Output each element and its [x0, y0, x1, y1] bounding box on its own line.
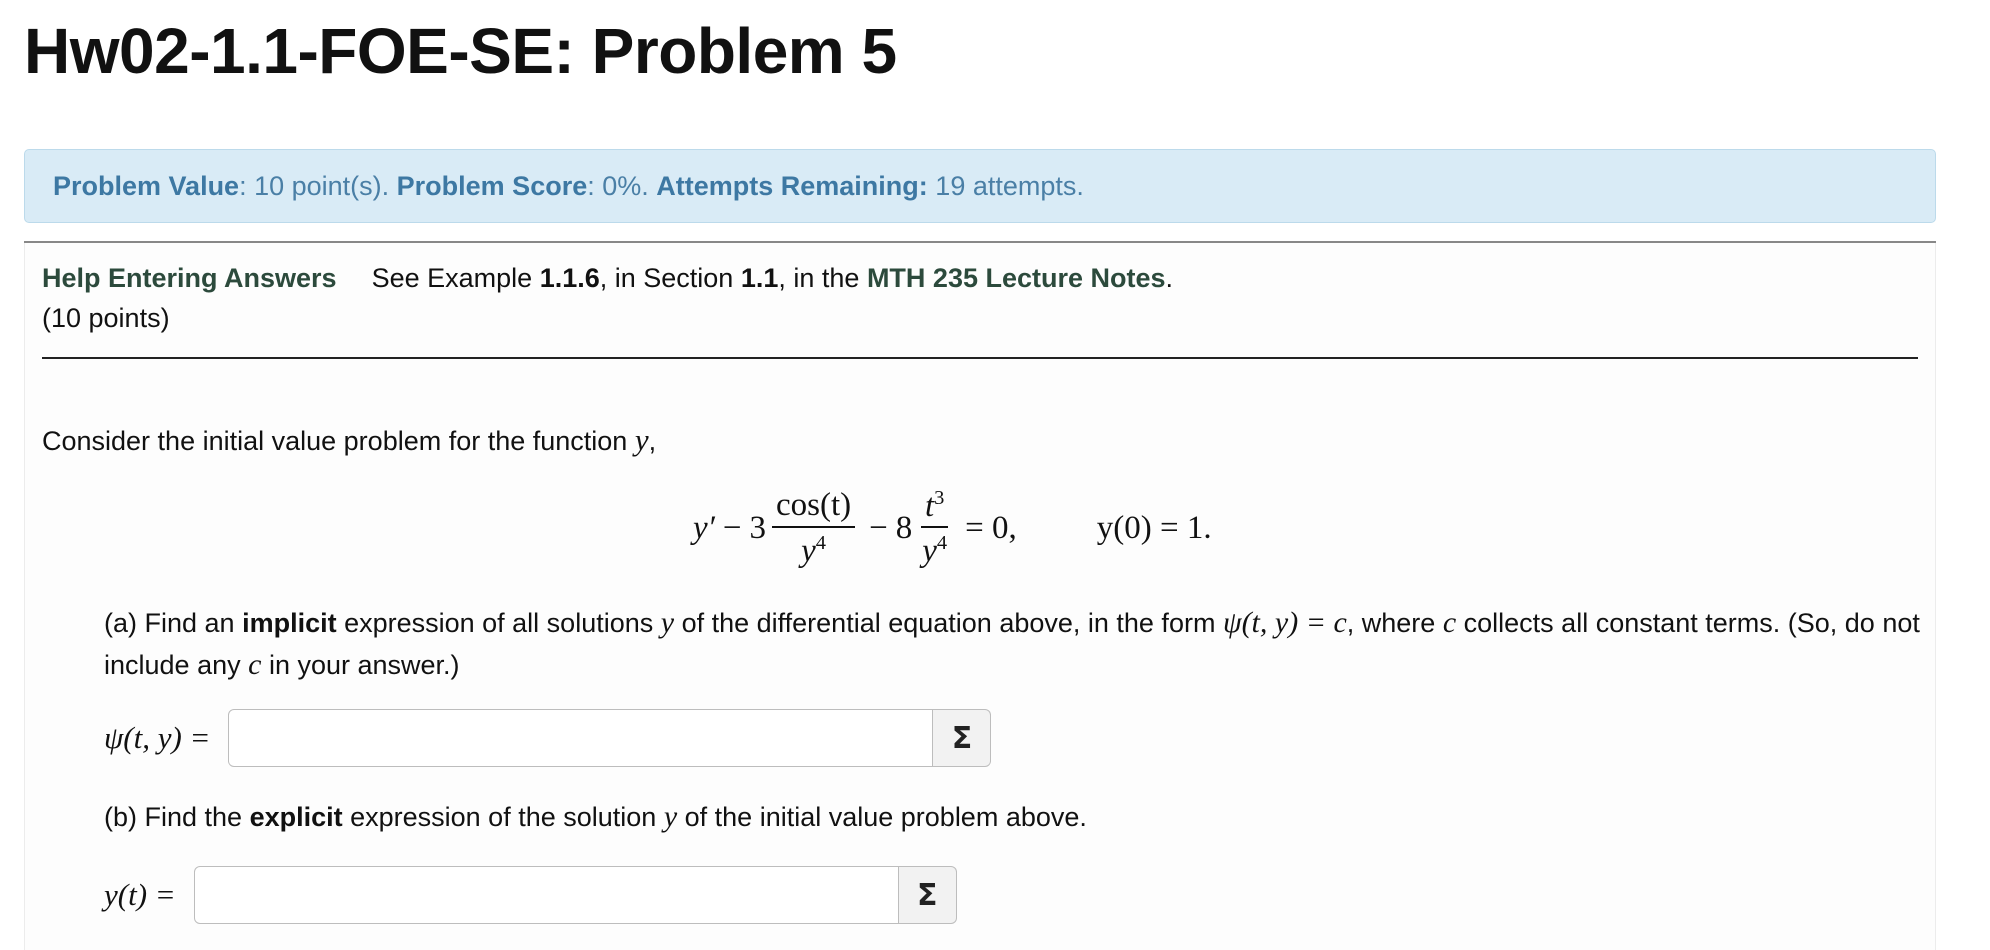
part-b-bold: explicit — [249, 802, 343, 832]
eq-frac2-num-exp: 3 — [934, 486, 945, 509]
answer-a-input[interactable] — [228, 709, 933, 767]
problem-intro — [42, 422, 656, 458]
sigma-icon[interactable]: Σ — [933, 709, 991, 767]
eq-fraction-2 — [918, 487, 951, 570]
part-a-suffix: in your answer.) — [261, 650, 460, 680]
answer-row-b — [104, 866, 957, 924]
in-the-text: , in the — [778, 263, 867, 293]
eq-frac1-den: y — [801, 532, 816, 569]
part-a-bold: implicit — [242, 608, 337, 638]
attempts-remaining-text: 19 attempts. — [927, 170, 1084, 201]
problem-score-text: : 0%. — [587, 170, 657, 201]
answer-b-label: y(t) = — [104, 877, 176, 912]
intro-text: Consider the initial value problem for the function — [42, 426, 635, 456]
part-a-middle1: expression of all solutions — [336, 608, 661, 638]
eq-frac1-num: cos(t) — [772, 487, 855, 527]
part-a-prefix: (a) Find an — [104, 608, 243, 638]
page-title: Hw02-1.1-FOE-SE: Problem 5 — [24, 15, 897, 87]
attempts-remaining-label: Attempts Remaining: — [656, 170, 928, 201]
part-a-middle2: of the differential equation above, in the form — [674, 608, 1223, 638]
answer-row-a — [104, 709, 991, 767]
eq-coef-1: 3 — [749, 509, 766, 546]
example-number: 1.1.6 — [539, 263, 600, 293]
intro-var: y — [634, 422, 649, 457]
part-b-prompt — [104, 800, 1087, 834]
part-a-middle4: collects all constant terms. (So, do not include any — [104, 608, 1920, 680]
problem-score-label: Problem Score — [396, 170, 588, 201]
period: . — [1165, 263, 1174, 293]
lecture-notes-link[interactable]: MTH 235 Lecture Notes — [866, 263, 1166, 293]
eq-coef-2: 8 — [895, 509, 913, 546]
part-b-middle: expression of the solution — [342, 802, 664, 832]
answer-b-input[interactable] — [194, 866, 899, 924]
part-a-form: ψ(t, y) = c — [1222, 606, 1347, 639]
eq-fraction-1 — [772, 487, 855, 569]
problem-status-box — [24, 149, 1936, 223]
points-text: (10 points) — [42, 303, 170, 333]
part-a-var-y: y — [660, 606, 675, 639]
eq-frac2-den-exp: 4 — [936, 532, 948, 554]
initial-condition: y(0) = 1. — [1096, 509, 1212, 546]
see-text: See Example — [371, 263, 540, 293]
eq-frac1-den-exp: 4 — [815, 531, 826, 554]
differential-equation: y′ − 3 $\frac{\cos(t)}{y^4}$ − 8 $\frac{t^3}{y^4}$ = 0, y(0) = 1. — [693, 486, 1212, 569]
section-number: 1.1 — [740, 263, 779, 293]
in-section-text: , in Section — [599, 263, 741, 293]
eq-frac2-den: y — [922, 533, 937, 569]
problem-panel — [24, 243, 1936, 950]
part-b-prefix: (b) Find the — [104, 802, 250, 832]
sigma-icon[interactable]: Σ — [899, 866, 957, 924]
problem-value-text: : 10 point(s). — [239, 170, 397, 201]
divider — [42, 357, 1918, 359]
help-line — [42, 263, 1173, 294]
problem-value-label: Problem Value — [53, 170, 240, 201]
eq-y-prime: y′ — [693, 509, 715, 546]
part-a-var-c2: c — [248, 648, 262, 681]
answer-a-label: ψ(t, y) = — [104, 720, 211, 755]
eq-frac2-num: t — [925, 487, 935, 524]
part-a-prompt — [104, 602, 1934, 686]
intro-end: , — [648, 426, 657, 456]
part-b-suffix: of the initial value problem above. — [677, 802, 1087, 832]
part-a-var-c: c — [1442, 606, 1457, 639]
part-a-middle3: , where — [1346, 608, 1443, 638]
part-b-var-y: y — [663, 800, 678, 833]
help-entering-answers-link[interactable]: Help Entering Answers — [42, 263, 337, 293]
eq-rhs: = 0, — [965, 509, 1017, 546]
